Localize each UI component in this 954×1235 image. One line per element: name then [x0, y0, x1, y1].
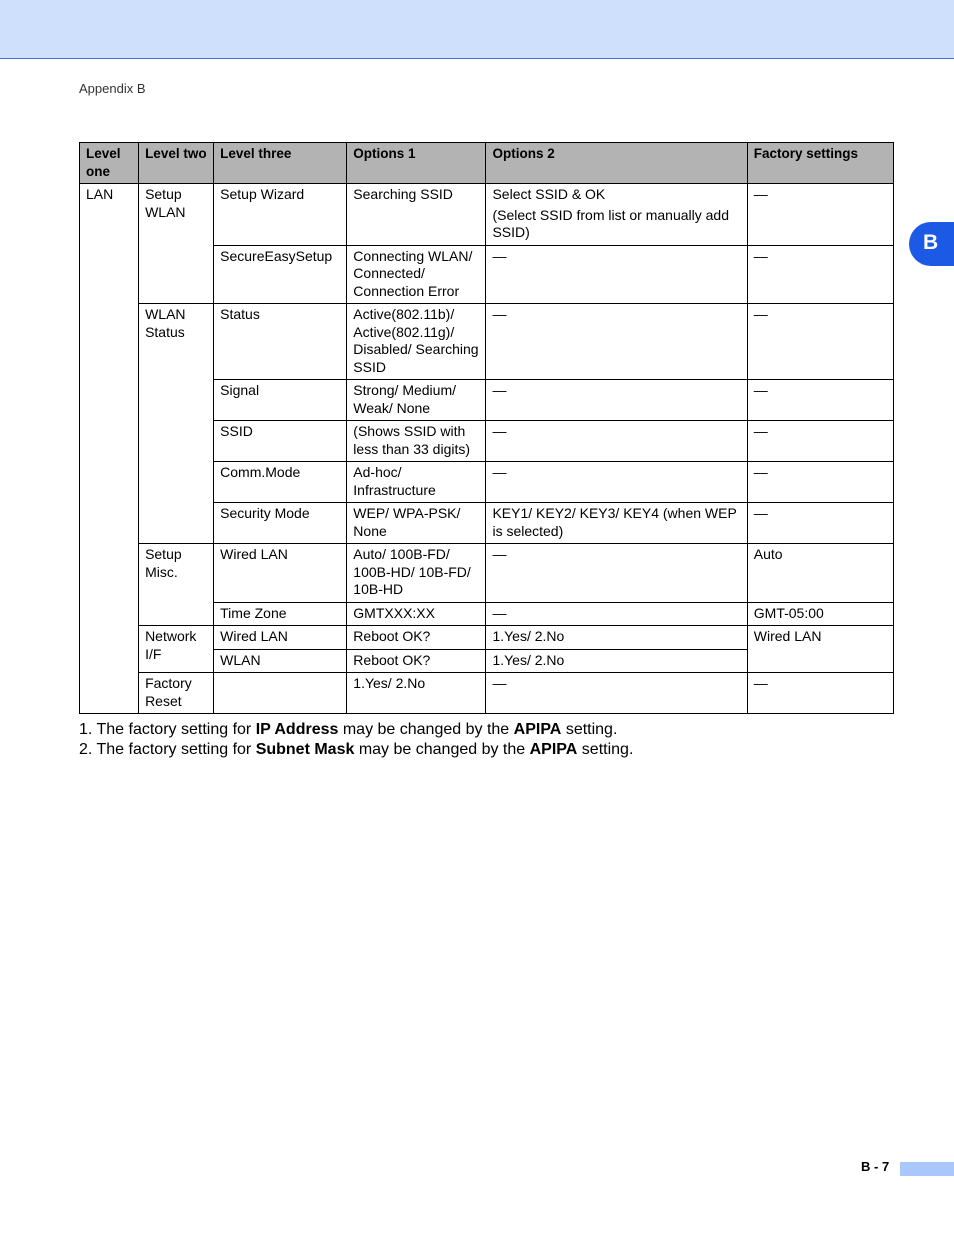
- footer-bar: [900, 1162, 954, 1176]
- footnote: 1. The factory setting for IP Address may be changed by the APIPA setting.: [79, 721, 618, 738]
- page-number: B - 7: [861, 1159, 890, 1174]
- cell-options-1: WEP/ WPA-PSK/ None: [347, 503, 486, 544]
- cell-options-1: Active(802.11b)/ Active(802.11g)/ Disabled/ Searching SSID: [347, 304, 486, 380]
- cell-level-three: [214, 673, 347, 714]
- cell-factory: GMT-05:00: [747, 602, 893, 626]
- cell-options-2: —: [486, 380, 747, 421]
- cell-options-2: —: [486, 544, 747, 603]
- cell-factory: —: [747, 184, 893, 246]
- cell-level-two: Setup Misc.: [139, 544, 214, 626]
- cell-options-2: —: [486, 304, 747, 380]
- cell-level-two: Factory Reset: [139, 673, 214, 714]
- cell-level-three: Signal: [214, 380, 347, 421]
- cell-factory: Auto: [747, 544, 893, 603]
- table-row: [80, 304, 894, 380]
- cell-options-2-note: (Select SSID from list or manually add SSID): [492, 206, 729, 240]
- cell-factory: —: [747, 421, 893, 462]
- top-band: [0, 0, 954, 59]
- cell-level-three: SecureEasySetup: [214, 245, 347, 304]
- chapter-tab: [909, 222, 954, 266]
- cell-options-2: 1.Yes/ 2.No: [486, 626, 747, 650]
- cell-options-2: —: [486, 602, 747, 626]
- cell-level-three: Status: [214, 304, 347, 380]
- col-header-options-2: Options 2: [486, 143, 747, 184]
- cell-options-1: Auto/ 100B-FD/ 100B-HD/ 10B-FD/ 10B-HD: [347, 544, 486, 603]
- table-header-row: [80, 143, 894, 184]
- running-head: Appendix B: [79, 81, 146, 96]
- cell-options-2: KEY1/ KEY2/ KEY3/ KEY4 (when WEP is selected): [486, 503, 747, 544]
- table-row: [80, 184, 894, 246]
- col-header-level-three: Level three: [214, 143, 347, 184]
- cell-level-three: Wired LAN: [214, 626, 347, 650]
- cell-factory: —: [747, 245, 893, 304]
- cell-options-1: Reboot OK?: [347, 626, 486, 650]
- cell-level-one: LAN: [80, 184, 139, 714]
- cell-factory: —: [747, 380, 893, 421]
- cell-factory: —: [747, 503, 893, 544]
- cell-options-2: —: [486, 421, 747, 462]
- cell-options-2: —: [486, 245, 747, 304]
- cell-options-2-main: Select SSID & OK: [492, 186, 606, 202]
- table-row: [80, 626, 894, 650]
- col-header-level-two: Level two: [139, 143, 214, 184]
- cell-factory: —: [747, 673, 893, 714]
- cell-factory: —: [747, 304, 893, 380]
- cell-level-three: Wired LAN: [214, 544, 347, 603]
- cell-options-1: 1.Yes/ 2.No: [347, 673, 486, 714]
- menu-table: [79, 142, 894, 714]
- cell-options-1: Connecting WLAN/ Connected/ Connection Error: [347, 245, 486, 304]
- col-header-level-one: Level one: [80, 143, 139, 184]
- col-header-options-1: Options 1: [347, 143, 486, 184]
- cell-level-two: Setup WLAN: [139, 184, 214, 304]
- cell-options-1: Searching SSID: [347, 184, 486, 246]
- footnotes: [79, 720, 633, 760]
- cell-options-1: Reboot OK?: [347, 649, 486, 673]
- cell-level-two: Network I/F: [139, 626, 214, 673]
- cell-level-three: WLAN: [214, 649, 347, 673]
- cell-factory: —: [747, 462, 893, 503]
- cell-level-three: Comm.Mode: [214, 462, 347, 503]
- col-header-factory-settings: Factory settings: [747, 143, 893, 184]
- chapter-tab-letter: B: [923, 231, 939, 254]
- cell-options-1: (Shows SSID with less than 33 digits): [347, 421, 486, 462]
- cell-level-three: Security Mode: [214, 503, 347, 544]
- table-row: [80, 673, 894, 714]
- cell-factory: Wired LAN: [747, 626, 893, 673]
- cell-options-2: 1.Yes/ 2.No: [486, 649, 747, 673]
- table-row: [80, 544, 894, 603]
- cell-level-three: SSID: [214, 421, 347, 462]
- footnote: 2. The factory setting for Subnet Mask may be changed by the APIPA setting.: [79, 741, 634, 758]
- cell-level-two: WLAN Status: [139, 304, 214, 544]
- cell-options-2: [486, 184, 747, 246]
- cell-options-1: Strong/ Medium/ Weak/ None: [347, 380, 486, 421]
- cell-options-2: —: [486, 673, 747, 714]
- cell-level-three: Setup Wizard: [214, 184, 347, 246]
- cell-options-1: GMTXXX:XX: [347, 602, 486, 626]
- cell-level-three: Time Zone: [214, 602, 347, 626]
- cell-options-2: —: [486, 462, 747, 503]
- cell-options-1: Ad-hoc/ Infrastructure: [347, 462, 486, 503]
